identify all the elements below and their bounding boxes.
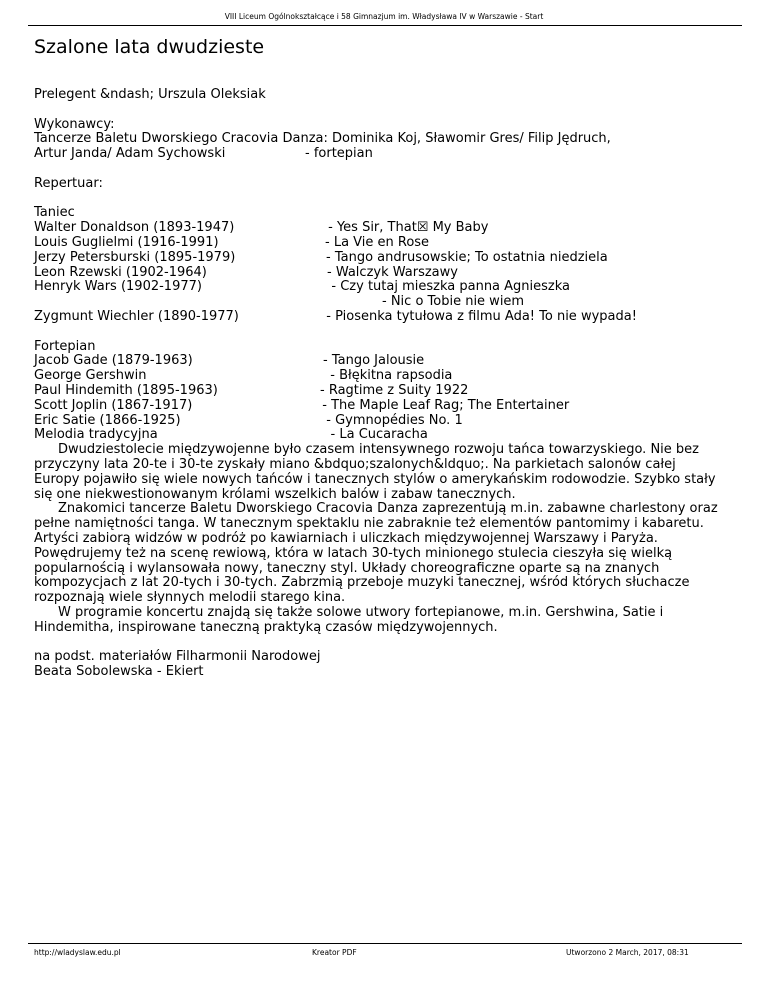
source-line: na podst. materiałów Filharmonii Narodowej (34, 649, 321, 665)
composer: Walter Donaldson (1893-1947) (34, 220, 235, 236)
paragraph: W programie koncertu znajdą się także solowe utwory fortepianowe, m.in. Gershwina, Satie i Hindemitha, inspirowane taneczną praktyką czasów międzywojennych. (34, 604, 664, 635)
piece: - Błękitna rapsodia (322, 368, 453, 384)
piece: - La Cucaracha (314, 427, 428, 443)
repertoire-row (34, 414, 734, 429)
repertoire-row (34, 310, 734, 325)
repertoire-row (34, 266, 734, 281)
composer: Scott Joplin (1867-1917) (34, 397, 193, 413)
piece: - The Maple Leaf Rag; The Entertainer (314, 397, 570, 413)
piece: - Tango Jalousie (323, 353, 425, 369)
piece: - Czy tutaj mieszka panna Agnieszka (319, 279, 571, 295)
composer: George Gershwin (34, 368, 147, 384)
composer: Melodia tradycyjna (34, 427, 158, 443)
footer-url: http://wladyslaw.edu.pl (34, 948, 121, 957)
piece: - Nic o Tobie nie wiem (382, 294, 525, 310)
piece: - Ragtime z Suity 1922 (320, 382, 469, 398)
page-header: VIII Liceum Ogólnokształcące i 58 Gimnazjum im. Władysława IV w Warszawie - Start (224, 12, 544, 21)
footer-created: Utworzono 2 March, 2017, 08:31 (566, 948, 689, 957)
piece: - La Vie en Rose (325, 234, 430, 250)
repertoire-row (34, 428, 734, 443)
repertoire-label: Repertuar: (34, 175, 103, 191)
piece: - Piosenka tytułowa z filmu Ada! To nie wypada! (318, 308, 637, 324)
author-line: Beata Sobolewska - Ekiert (34, 664, 204, 680)
description (34, 443, 724, 635)
dance-section-label: Taniec (34, 205, 75, 221)
repertoire-row (34, 369, 734, 384)
piece: - Walczyk Warszawy (327, 264, 458, 280)
paragraph: Dwudziestolecie międzywojenne było czasem intensywnego rozwoju tańca towarzyskiego. Nie bez przyczyny lata 20-te i 30-te zyskały miano &bdquo;szalonych&ldquo;. Na parkietach salonów całej Europy pojawiło się wiele nowych tańców i tanecznych stylów o amerykańskim rodowodzie. Szybko stały się one niekwestionowanym królami wszelkich balów i zabaw tanecznych. (34, 442, 716, 502)
piano-section-label: Fortepian (34, 338, 96, 354)
repertoire-row (34, 251, 734, 266)
footer-generator: Kreator PDF (312, 948, 357, 957)
composer: Louis Guglielmi (1916-1991) (34, 234, 219, 250)
repertoire-row (34, 384, 734, 399)
composer: Henryk Wars (1902-1977) (34, 279, 202, 295)
composer: Eric Satie (1866-1925) (34, 412, 181, 428)
performers-role: - fortepian (305, 146, 373, 162)
performers-line-2 (34, 147, 734, 162)
footer-divider (28, 943, 742, 944)
repertoire-row (34, 236, 734, 251)
page-title: Szalone lata dwudzieste (34, 36, 265, 58)
composer: Leon Rzewski (1902-1964) (34, 264, 207, 280)
piece: - Yes Sir, That☒ My Baby (324, 220, 489, 236)
performers-label: Wykonawcy: (34, 116, 115, 132)
piece: - Tango andrusowskie; To ostatnia niedziela (326, 249, 608, 265)
repertoire-row (34, 354, 734, 369)
composer: Zygmunt Wiechler (1890-1977) (34, 308, 239, 324)
repertoire-row (34, 221, 734, 236)
repertoire-row (34, 399, 734, 414)
header-divider (28, 25, 742, 26)
composer: Jacob Gade (1879-1963) (34, 353, 193, 369)
composer: Paul Hindemith (1895-1963) (34, 382, 218, 398)
composer: Jerzy Petersburski (1895-1979) (34, 249, 236, 265)
article-body (34, 88, 734, 680)
repertoire-row (34, 295, 734, 310)
repertoire-row (34, 280, 734, 295)
piece: - Gymnopédies No. 1 (318, 412, 463, 428)
performers-line-1: Tancerze Baletu Dworskiego Cracovia Danza: Dominika Koj, Sławomir Gres/ Filip Jędruch, (34, 131, 611, 147)
speaker-line: Prelegent &ndash; Urszula Oleksiak (34, 87, 266, 102)
performers-names: Artur Janda/ Adam Sychowski (34, 146, 226, 162)
paragraph: Znakomici tancerze Baletu Dworskiego Cracovia Danza zaprezentują m.in. zabawne charlestony oraz pełne namiętności tanga. W tanecznym spektaklu nie zabraknie też elementów pantomimy i kabaretu. Artyści zabiorą widzów w podróż po kawiarniach i uliczkach międzywojennej Warszawy i Paryża. Powędrujemy też na scenę rewiową, która w latach 30-tych minionego stulecia cieszyła się wielką popularnością i wylansowała nowy, taneczny styl. Układy choreograficzne oparte są na znanych kompozycjach z lat 20-tych i 30-tych. Zabrzmią przeboje muzyki tanecznej, wśród których słuchacze rozpoznają wiele słynnych melodii starego kina. (34, 501, 718, 606)
